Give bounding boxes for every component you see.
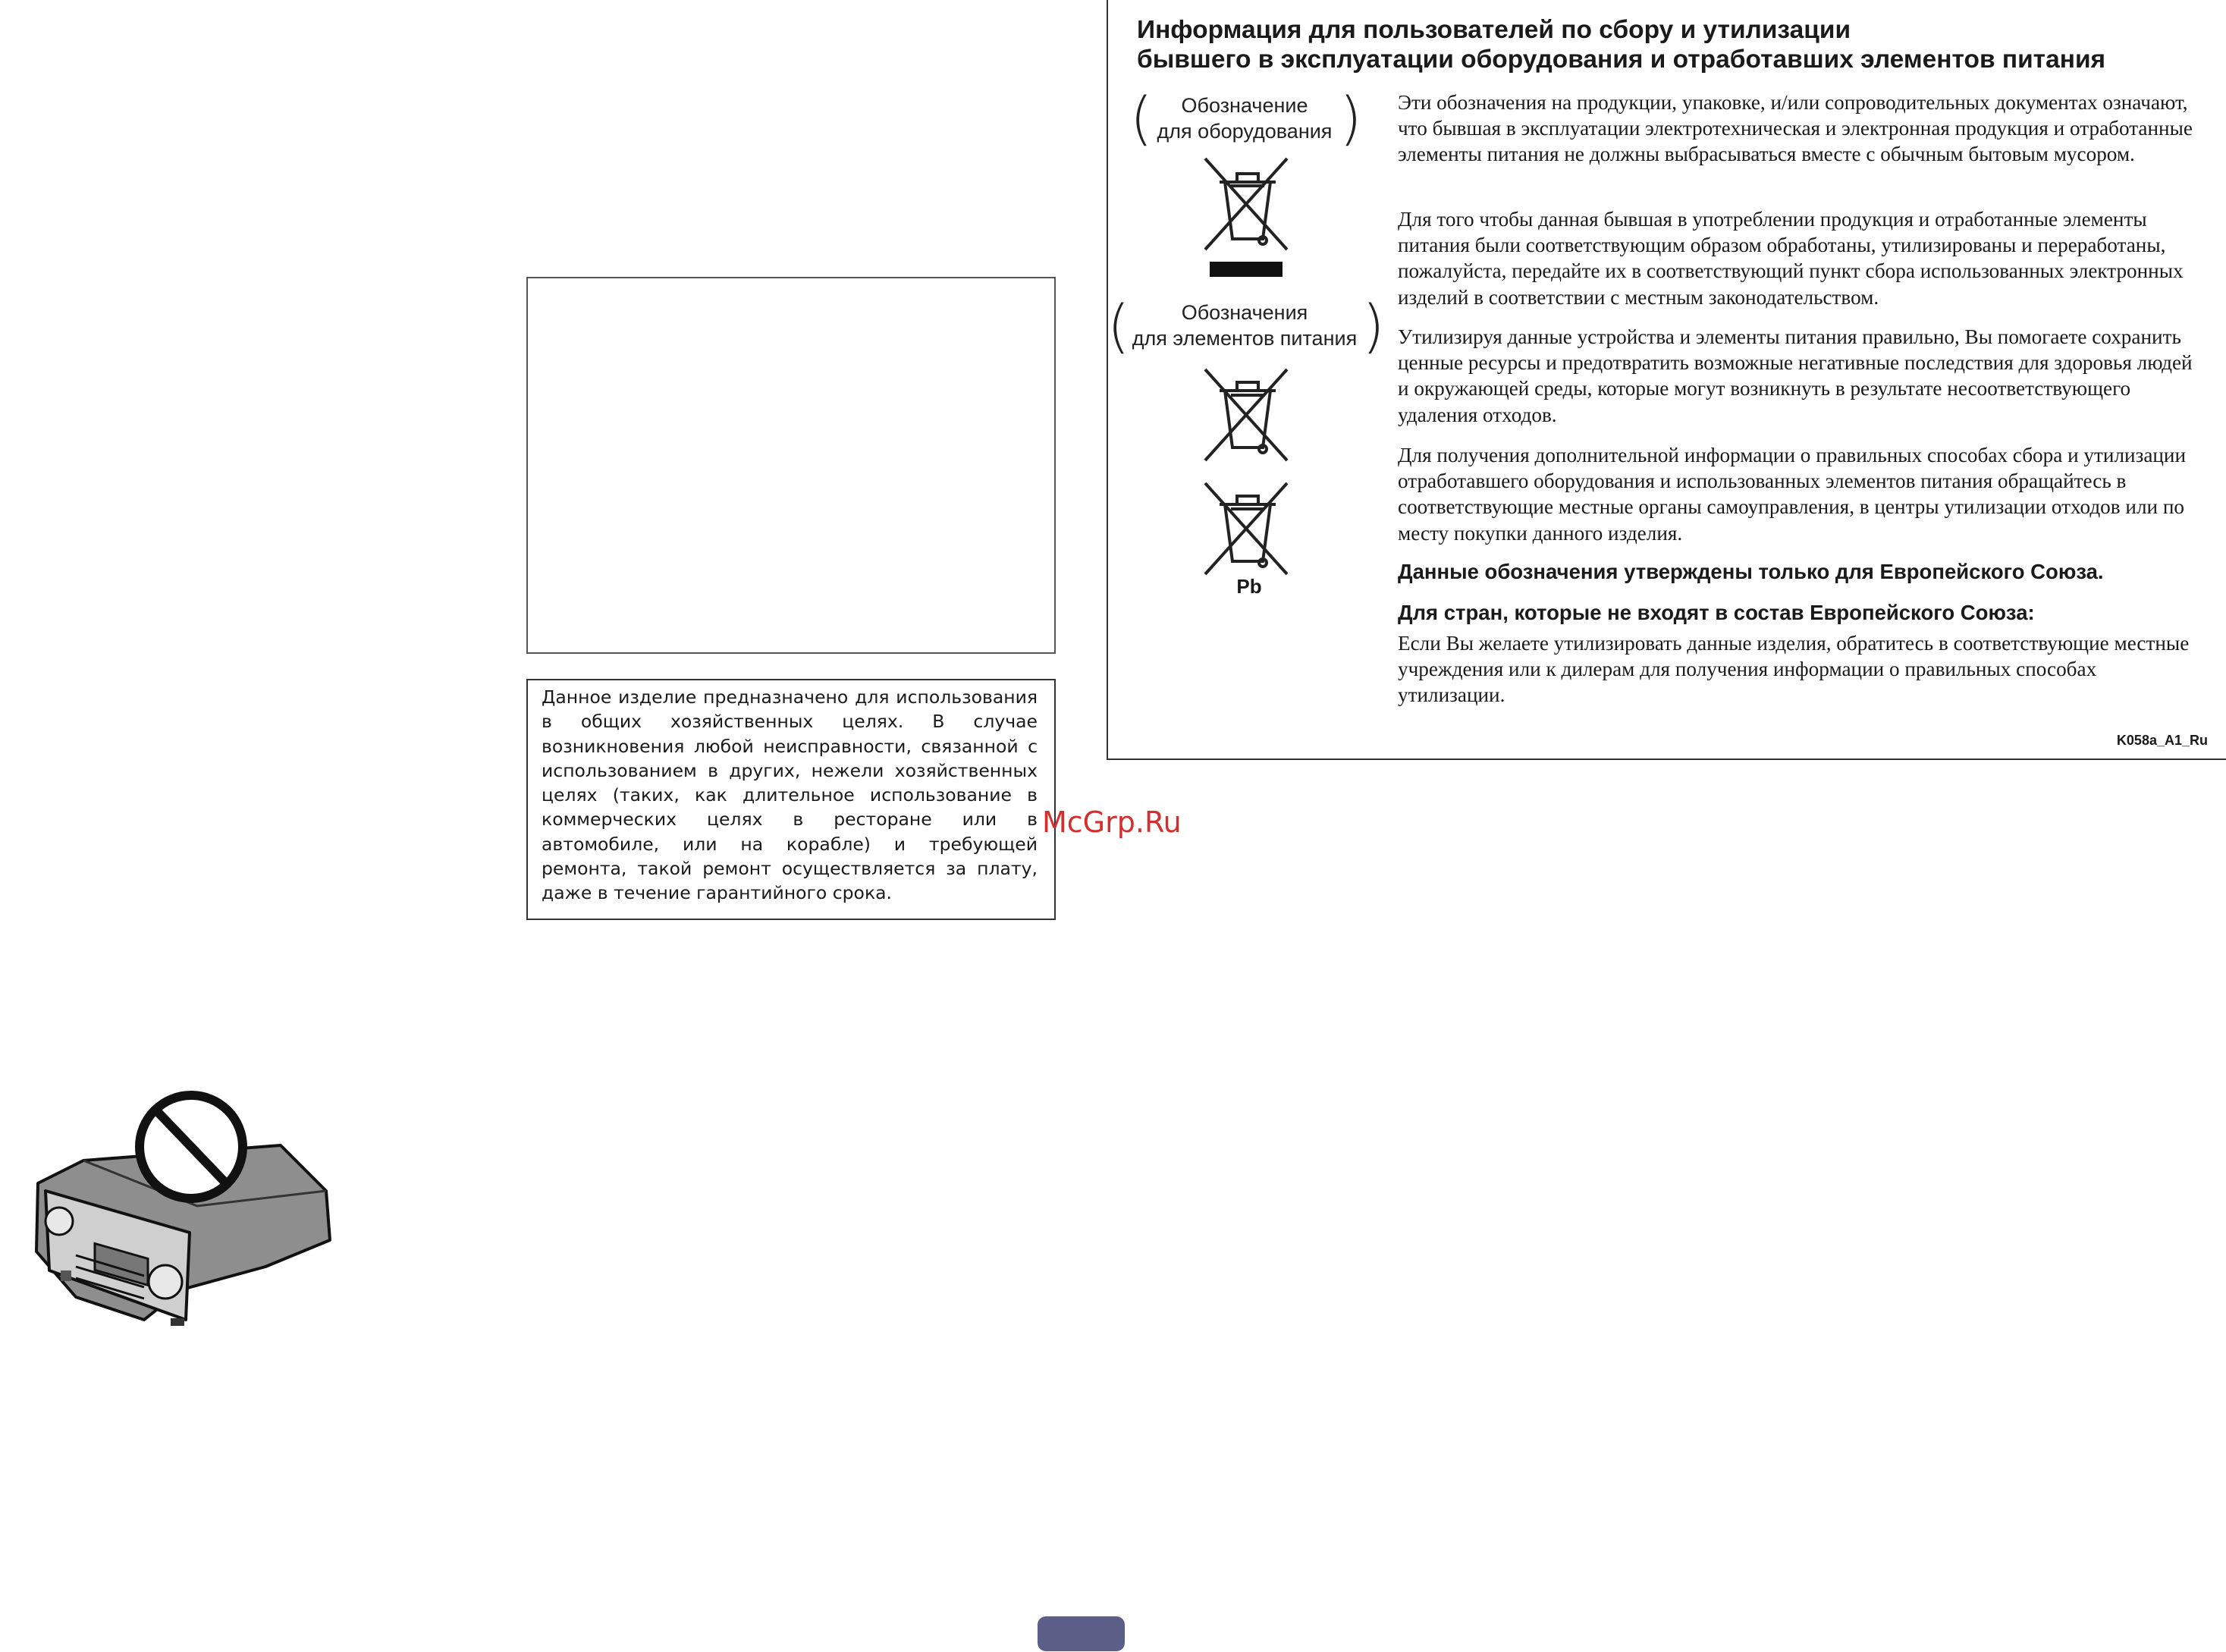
eu-heading: Данные обозначения утверждены только для Европейского Союза.: [1398, 560, 2104, 583]
usage-notice-text: Данное изделие предназначено для использования в общих хозяйственных целях. В случае возникновения любой неисправности, связанной с использованием в других, нежели хозяйственных целях (таких, как длительное использование в коммерческих целях в ресторане или в автомобиле, или на корабле) и требующей ремонта, такой ремонт осуществляется за плату, даже в течение гарантийного срока.: [542, 686, 1038, 904]
symbol-battery-label: [1127, 300, 1362, 351]
symbol-equipment-line2: для оборудования: [1157, 120, 1333, 143]
crossed-bin-icon-battery: [1201, 368, 1292, 465]
info-title-line2: бывшего в эксплуатации оборудования и отработавших элементов питания: [1137, 46, 2106, 74]
info-title: [1137, 15, 2214, 74]
crossed-bin-icon-equipment: [1201, 155, 1292, 281]
info-paragraph-4: Для получения дополнительной информации о правильных способах сбора и утилизации отработавшего оборудования и использованных элементов питания обращайтесь в соответствующие местные органы самоуправления, в центры утилизации отходов или по месту покупки данного изделия.: [1398, 444, 2187, 545]
document-code: K058a_A1_Ru: [2116, 733, 2208, 748]
paren-left-equipment: (: [1130, 84, 1153, 152]
symbol-battery-line2: для элементов питания: [1132, 327, 1358, 350]
paren-right-equipment: ): [1339, 84, 1362, 152]
covered-receiver-prohibited-illustration: [30, 1077, 334, 1335]
symbol-battery-line1: Обозначения: [1181, 301, 1308, 324]
symbol-equipment-line1: Обозначение: [1181, 94, 1308, 117]
info-title-line1: Информация для пользователей по сбору и утилизации: [1137, 16, 1851, 44]
info-paragraph-3: Утилизируя данные устройства и элементы питания правильно, Вы помогаете сохранить ценные ресурсы и предотвратить возможные негативные последствия для здоровья людей и окружающей среды, которые могут возникнуть в результате несоответствующего удаления отходов.: [1398, 325, 2193, 426]
crossed-bin-icon-pb: [1201, 482, 1292, 579]
watermark: McGrp.Ru: [1042, 806, 1182, 839]
non-eu-heading: Для стран, которые не входят в состав Европейского Союза:: [1398, 601, 2035, 624]
pb-label: Pb: [1236, 575, 1262, 598]
info-paragraph-2: Для того чтобы данная бывшая в употреблении продукция и отработанные элементы питания были соответствующим образом обработаны, утилизированы и переработаны, пожалуйста, передайте их в соответствующий пункт сбора использованных электронных изделий в соответствии с местным законодательством.: [1398, 208, 2184, 309]
info-paragraph-1: Эти обозначения на продукции, упаковке, и/или сопроводительных документах означают, что бывшая в эксплуатации электротехническая и электронная продукция и отработанные элементы питания не должны выбрасываться вместе с обычным бытовым мусором.: [1398, 91, 2193, 166]
paren-left-battery: (: [1107, 292, 1130, 360]
symbol-equipment-label: [1150, 93, 1339, 144]
non-eu-text: Если Вы желаете утилизировать данные изделия, обратитесь в соответствующие местные учреждения или к дилерам для получения информации о правильных способах утилизации.: [1398, 632, 2190, 707]
paren-right-battery: ): [1362, 292, 1385, 360]
usage-notice-box: [526, 679, 1056, 920]
blank-frame: [526, 277, 1056, 654]
page-number-badge: [1038, 1616, 1125, 1651]
